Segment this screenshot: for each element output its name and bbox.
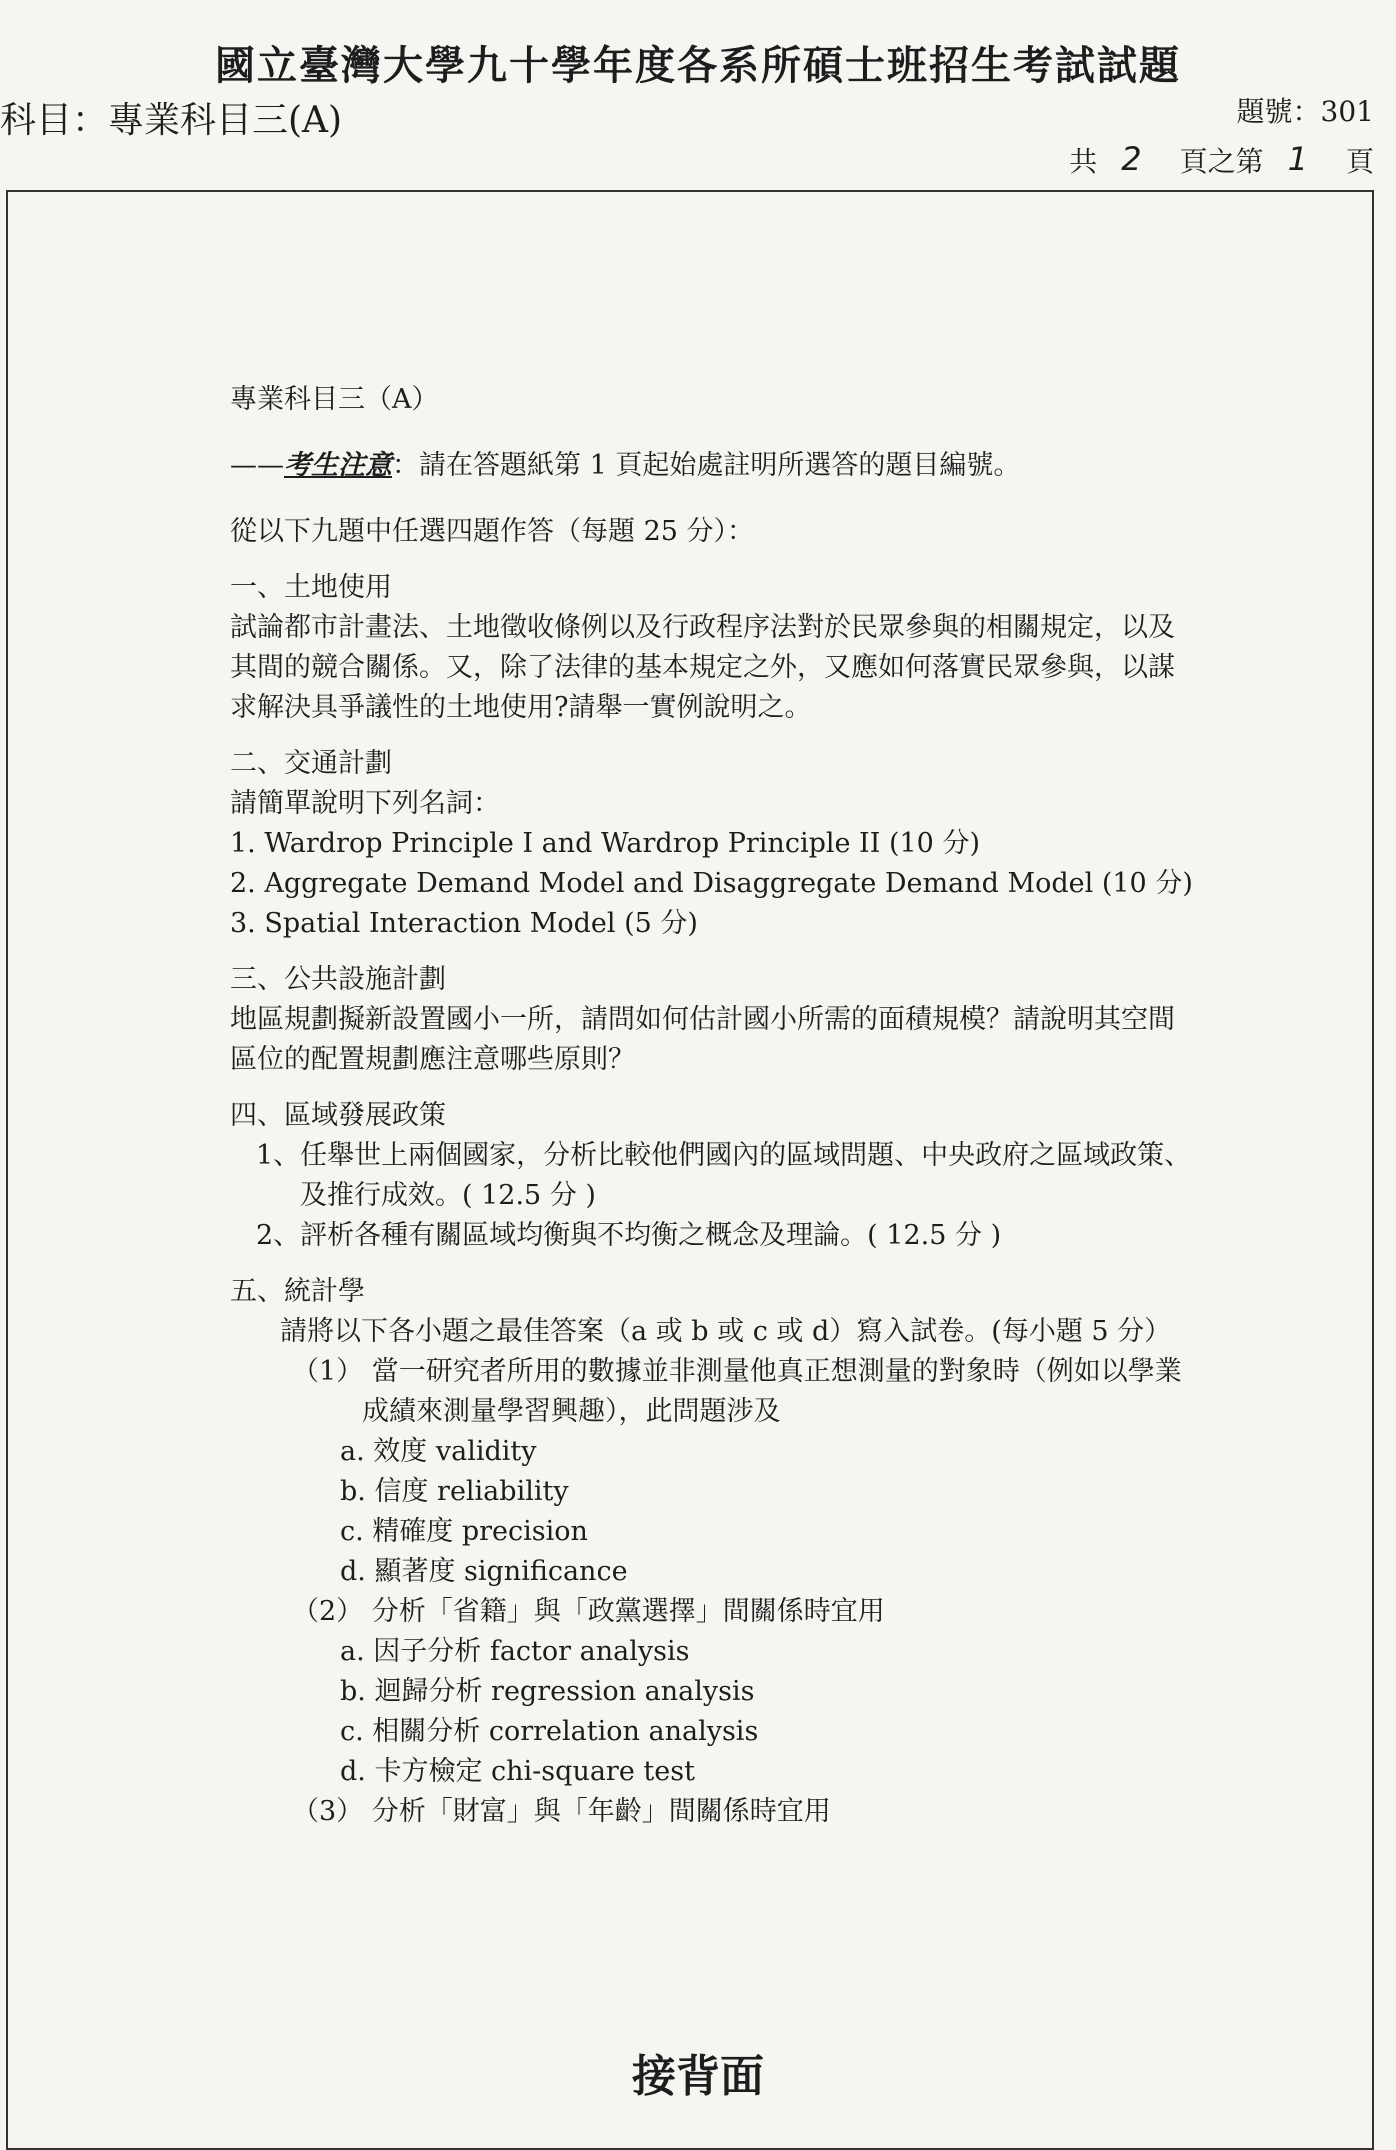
term-item: 3. Spatial Interaction Model (5 分) (230, 908, 698, 939)
section-title: 二、交通計劃 (230, 748, 392, 779)
notice-label: 考生注意 (284, 450, 392, 481)
page-current: 1 (1287, 140, 1308, 178)
section-line: 試論都市計畫法、土地徵收條例以及行政程序法對於民眾參與的相關規定，以及 (230, 612, 1175, 643)
question-item-cont: 成績來測量學習興趣），此問題涉及 (362, 1396, 781, 1427)
term-item: 1. Wardrop Principle I and Wardrop Principle II (10 分) (230, 828, 980, 859)
section-title: 五、統計學 (230, 1276, 365, 1307)
question-item: （1） 當一研究者所用的數據並非測量他真正想測量的對象時（例如以學業 (292, 1356, 1182, 1387)
exam-content (230, 380, 1250, 1832)
option-item: d. 卡方檢定 chi-square test (340, 1756, 695, 1787)
question-item: （3） 分析「財富」與「年齡」間關係時宜用 (292, 1796, 831, 1827)
section-title: 三、公共設施計劃 (230, 964, 446, 995)
exam-title: 國立臺灣大學九十學年度各系所碩士班招生考試試題 (215, 42, 1181, 89)
section-title: 四、區域發展政策 (230, 1100, 446, 1131)
content-heading: 專業科目三（A） (230, 384, 439, 415)
option-item: c. 精確度 precision (340, 1516, 588, 1547)
option-item: b. 信度 reliability (340, 1476, 569, 1507)
section-intro: 請簡單說明下列名詞： (230, 788, 500, 819)
page-suffix: 頁 (1345, 145, 1374, 178)
section-line: 地區規劃擬新設置國小一所，請問如何估計國小所需的面積規模？請說明其空間 (230, 1004, 1175, 1035)
option-item: a. 效度 validity (340, 1436, 537, 1467)
option-item: d. 顯著度 significance (340, 1556, 628, 1587)
subject-label: 科目：專業科目三(A) (0, 100, 343, 141)
continue-on-back: 接背面 (632, 2051, 764, 2102)
option-item: c. 相關分析 correlation analysis (340, 1716, 759, 1747)
page-total: 2 (1121, 140, 1142, 178)
question-item: 2、評析各種有關區域均衡與不均衡之概念及理論。( 12.5 分 ) (256, 1220, 1002, 1251)
question-number: 題號：301 (1236, 95, 1374, 128)
section-line: 區位的配置規劃應注意哪些原則？ (230, 1044, 635, 1075)
section-line: 其間的競合關係。又，除了法律的基本規定之外，又應如何落實民眾參與，以謀 (230, 652, 1175, 683)
page-indicator (1069, 140, 1374, 180)
page-middle: 頁之第 (1179, 145, 1264, 178)
section-title: 一、土地使用 (230, 572, 392, 603)
option-item: a. 因子分析 factor analysis (340, 1636, 690, 1667)
section-intro: 請將以下各小題之最佳答案（a 或 b 或 c 或 d）寫入試卷。(每小題 5 分） (280, 1316, 1172, 1347)
term-item: 2. Aggregate Demand Model and Disaggregate Demand Model (10 分) (230, 868, 1193, 899)
option-item: b. 迴歸分析 regression analysis (340, 1676, 755, 1707)
section-line: 求解決具爭議性的土地使用?請舉一實例說明之。 (230, 692, 812, 723)
page-prefix: 共 (1069, 145, 1098, 178)
question-item-cont: 及推行成效。( 12.5 分 ) (300, 1180, 596, 1211)
question-item: 1、任舉世上兩個國家，分析比較他們國內的區域問題、中央政府之區域政策、 (256, 1140, 1192, 1171)
notice-text: ：請在答題紙第 1 頁起始處註明所選答的題目編號。 (392, 450, 1021, 481)
question-item: （2） 分析「省籍」與「政黨選擇」間關係時宜用 (292, 1596, 885, 1627)
instruction: 從以下九題中任選四題作答（每題 25 分）： (230, 516, 755, 547)
notice: ——考生注意：請在答題紙第 1 頁起始處註明所選答的題目編號。 (230, 450, 1021, 481)
